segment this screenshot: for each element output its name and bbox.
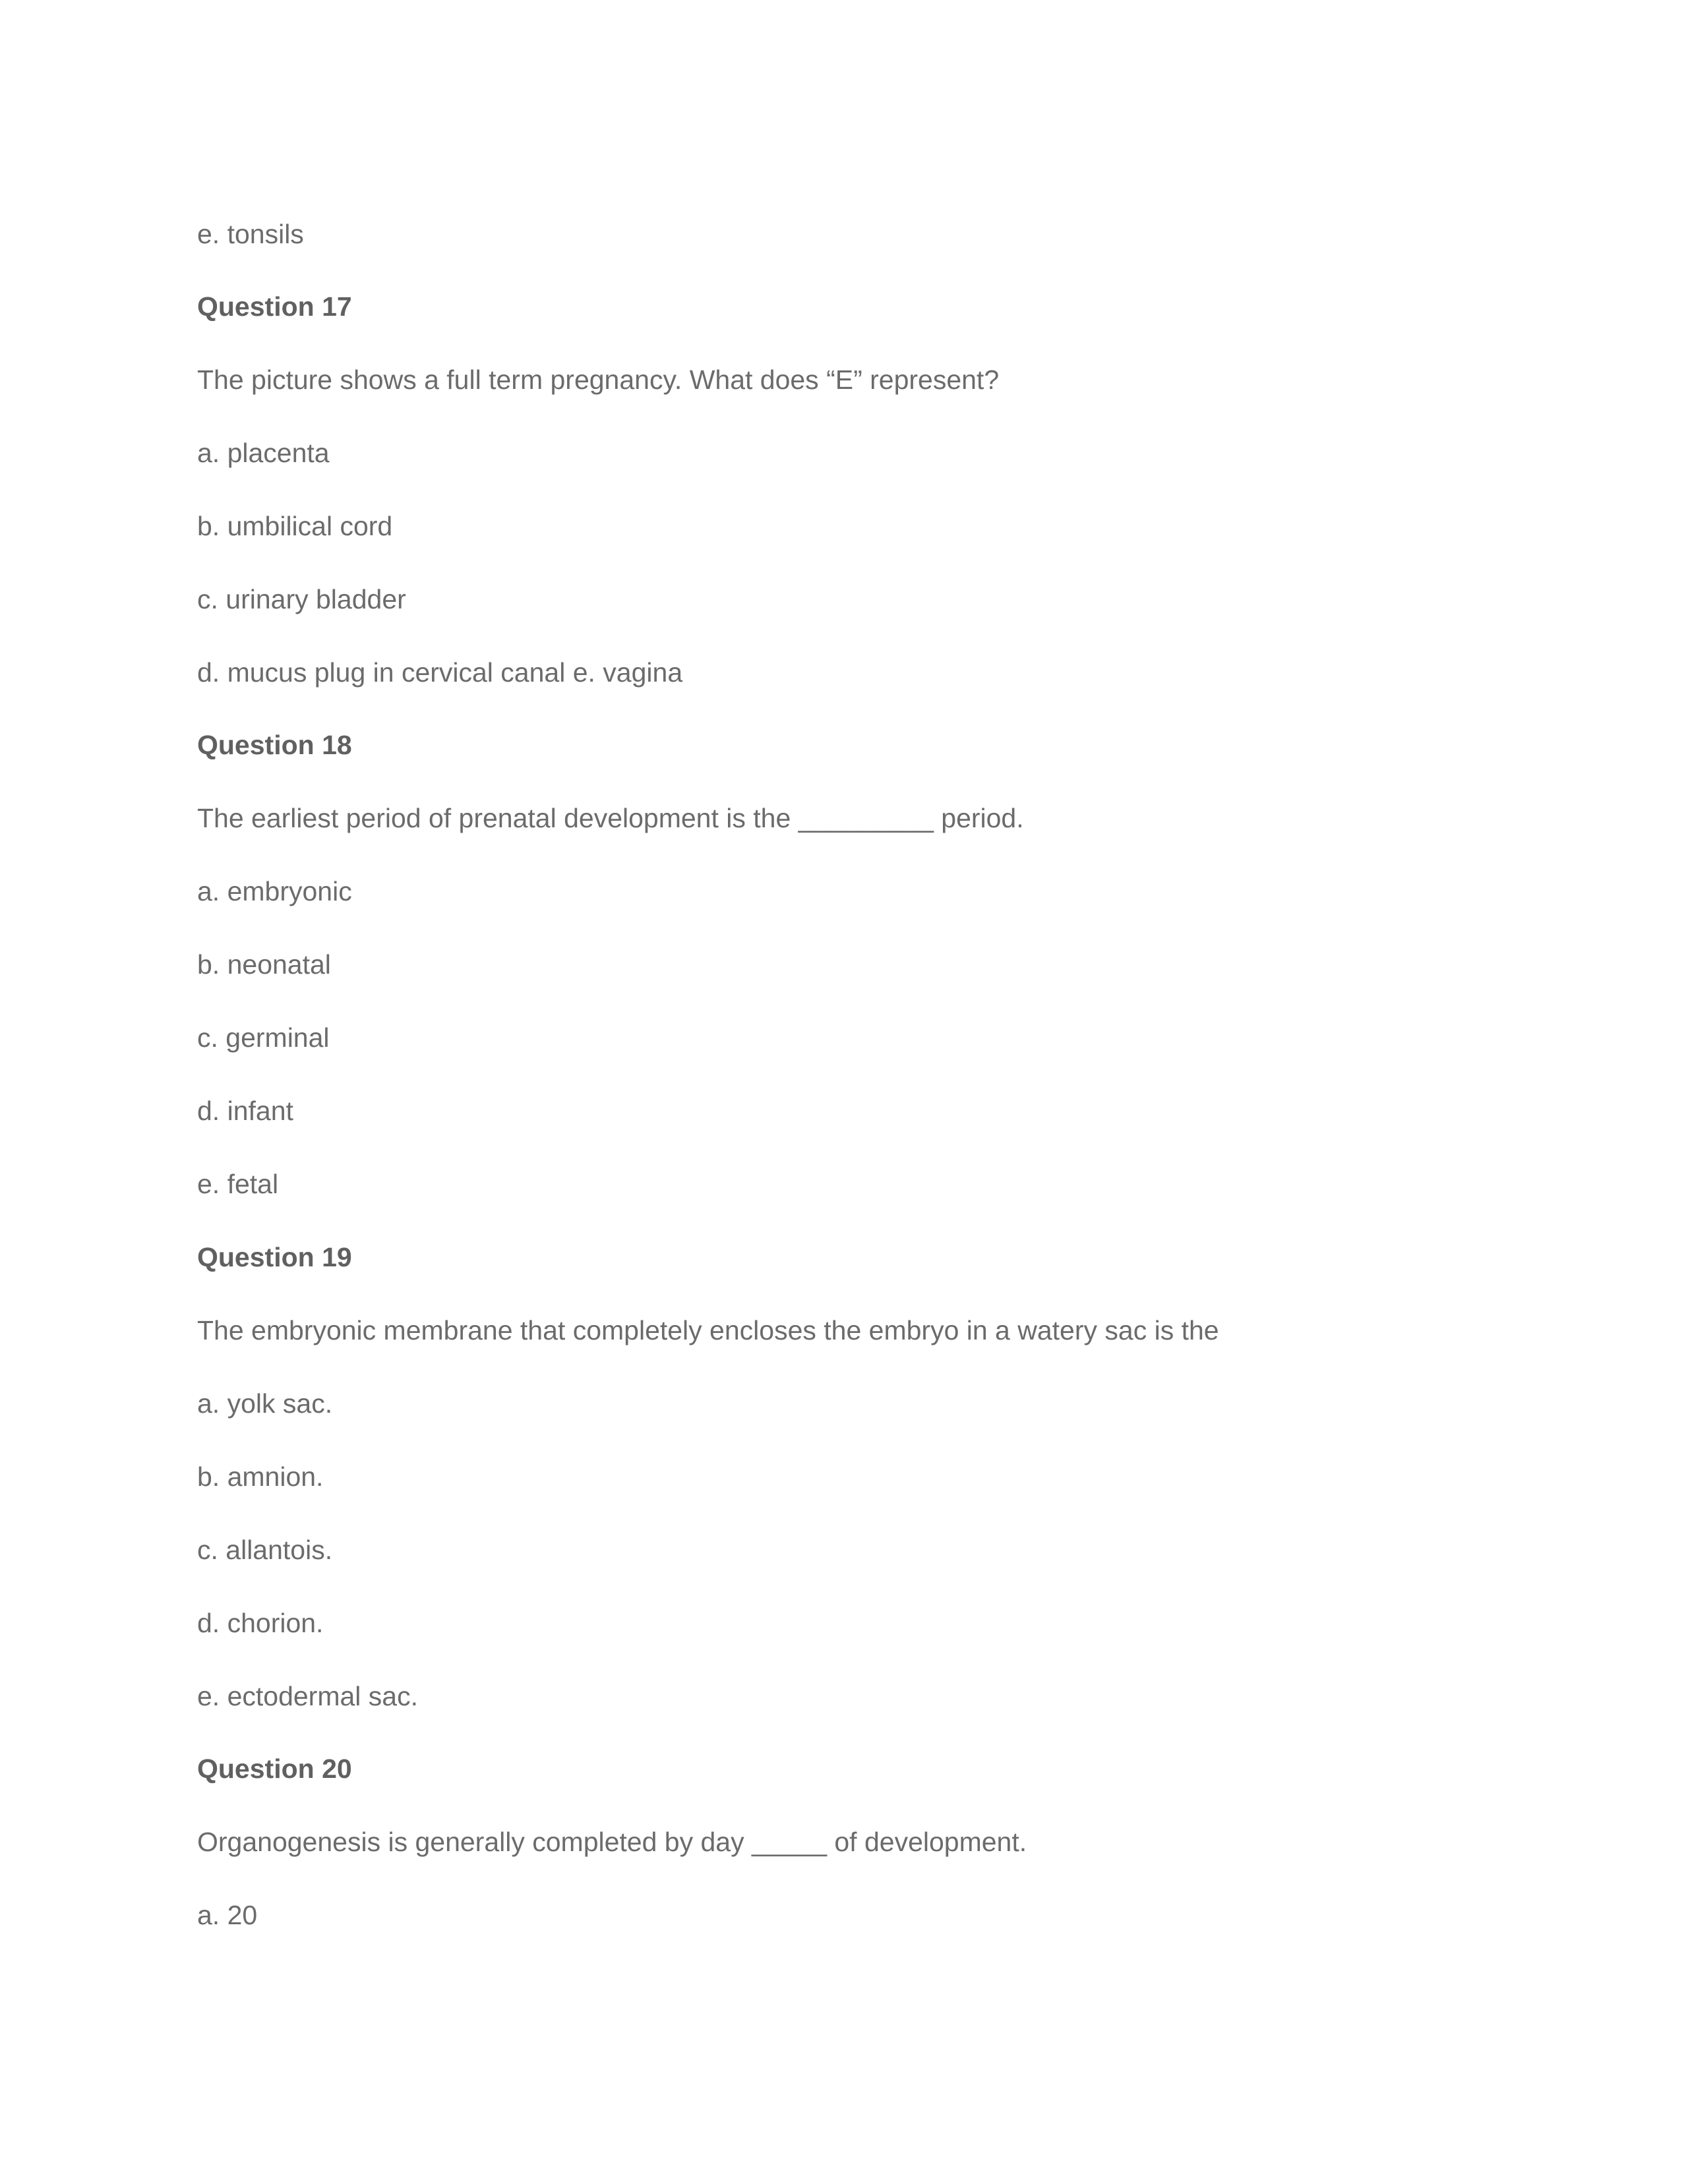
question-heading: Question 19 (197, 1242, 352, 1272)
answer-option: e. ectodermal sac. (197, 1681, 418, 1711)
answer-option: e. fetal (197, 1169, 279, 1199)
answer-option: c. allantois. (197, 1535, 333, 1565)
answer-option: a. placenta (197, 438, 330, 468)
answer-option: e. tonsils (197, 219, 304, 249)
question-heading: Question 18 (197, 730, 352, 760)
question-text: The picture shows a full term pregnancy. What does “E” represent? (197, 365, 1000, 395)
answer-option: a. yolk sac. (197, 1388, 333, 1419)
answer-option: d. chorion. (197, 1608, 324, 1638)
answer-option: a. 20 (197, 1900, 258, 1930)
answer-option: b. neonatal (197, 949, 331, 980)
answer-option: d. infant (197, 1096, 293, 1126)
question-heading: Question 20 (197, 1754, 352, 1784)
answer-option: a. embryonic (197, 876, 352, 906)
answer-option: c. urinary bladder (197, 584, 406, 614)
answer-option: b. umbilical cord (197, 511, 393, 541)
question-text: The embryonic membrane that completely encloses the embryo in a watery sac is the (197, 1315, 1219, 1345)
answer-option: d. mucus plug in cervical canal e. vagina (197, 657, 683, 688)
answer-option: c. germinal (197, 1022, 330, 1053)
answer-option: b. amnion. (197, 1461, 324, 1492)
question-text: The earliest period of prenatal development is the _________ period. (197, 803, 1024, 833)
question-text: Organogenesis is generally completed by day _____ of development. (197, 1827, 1027, 1857)
question-heading: Question 17 (197, 291, 352, 322)
